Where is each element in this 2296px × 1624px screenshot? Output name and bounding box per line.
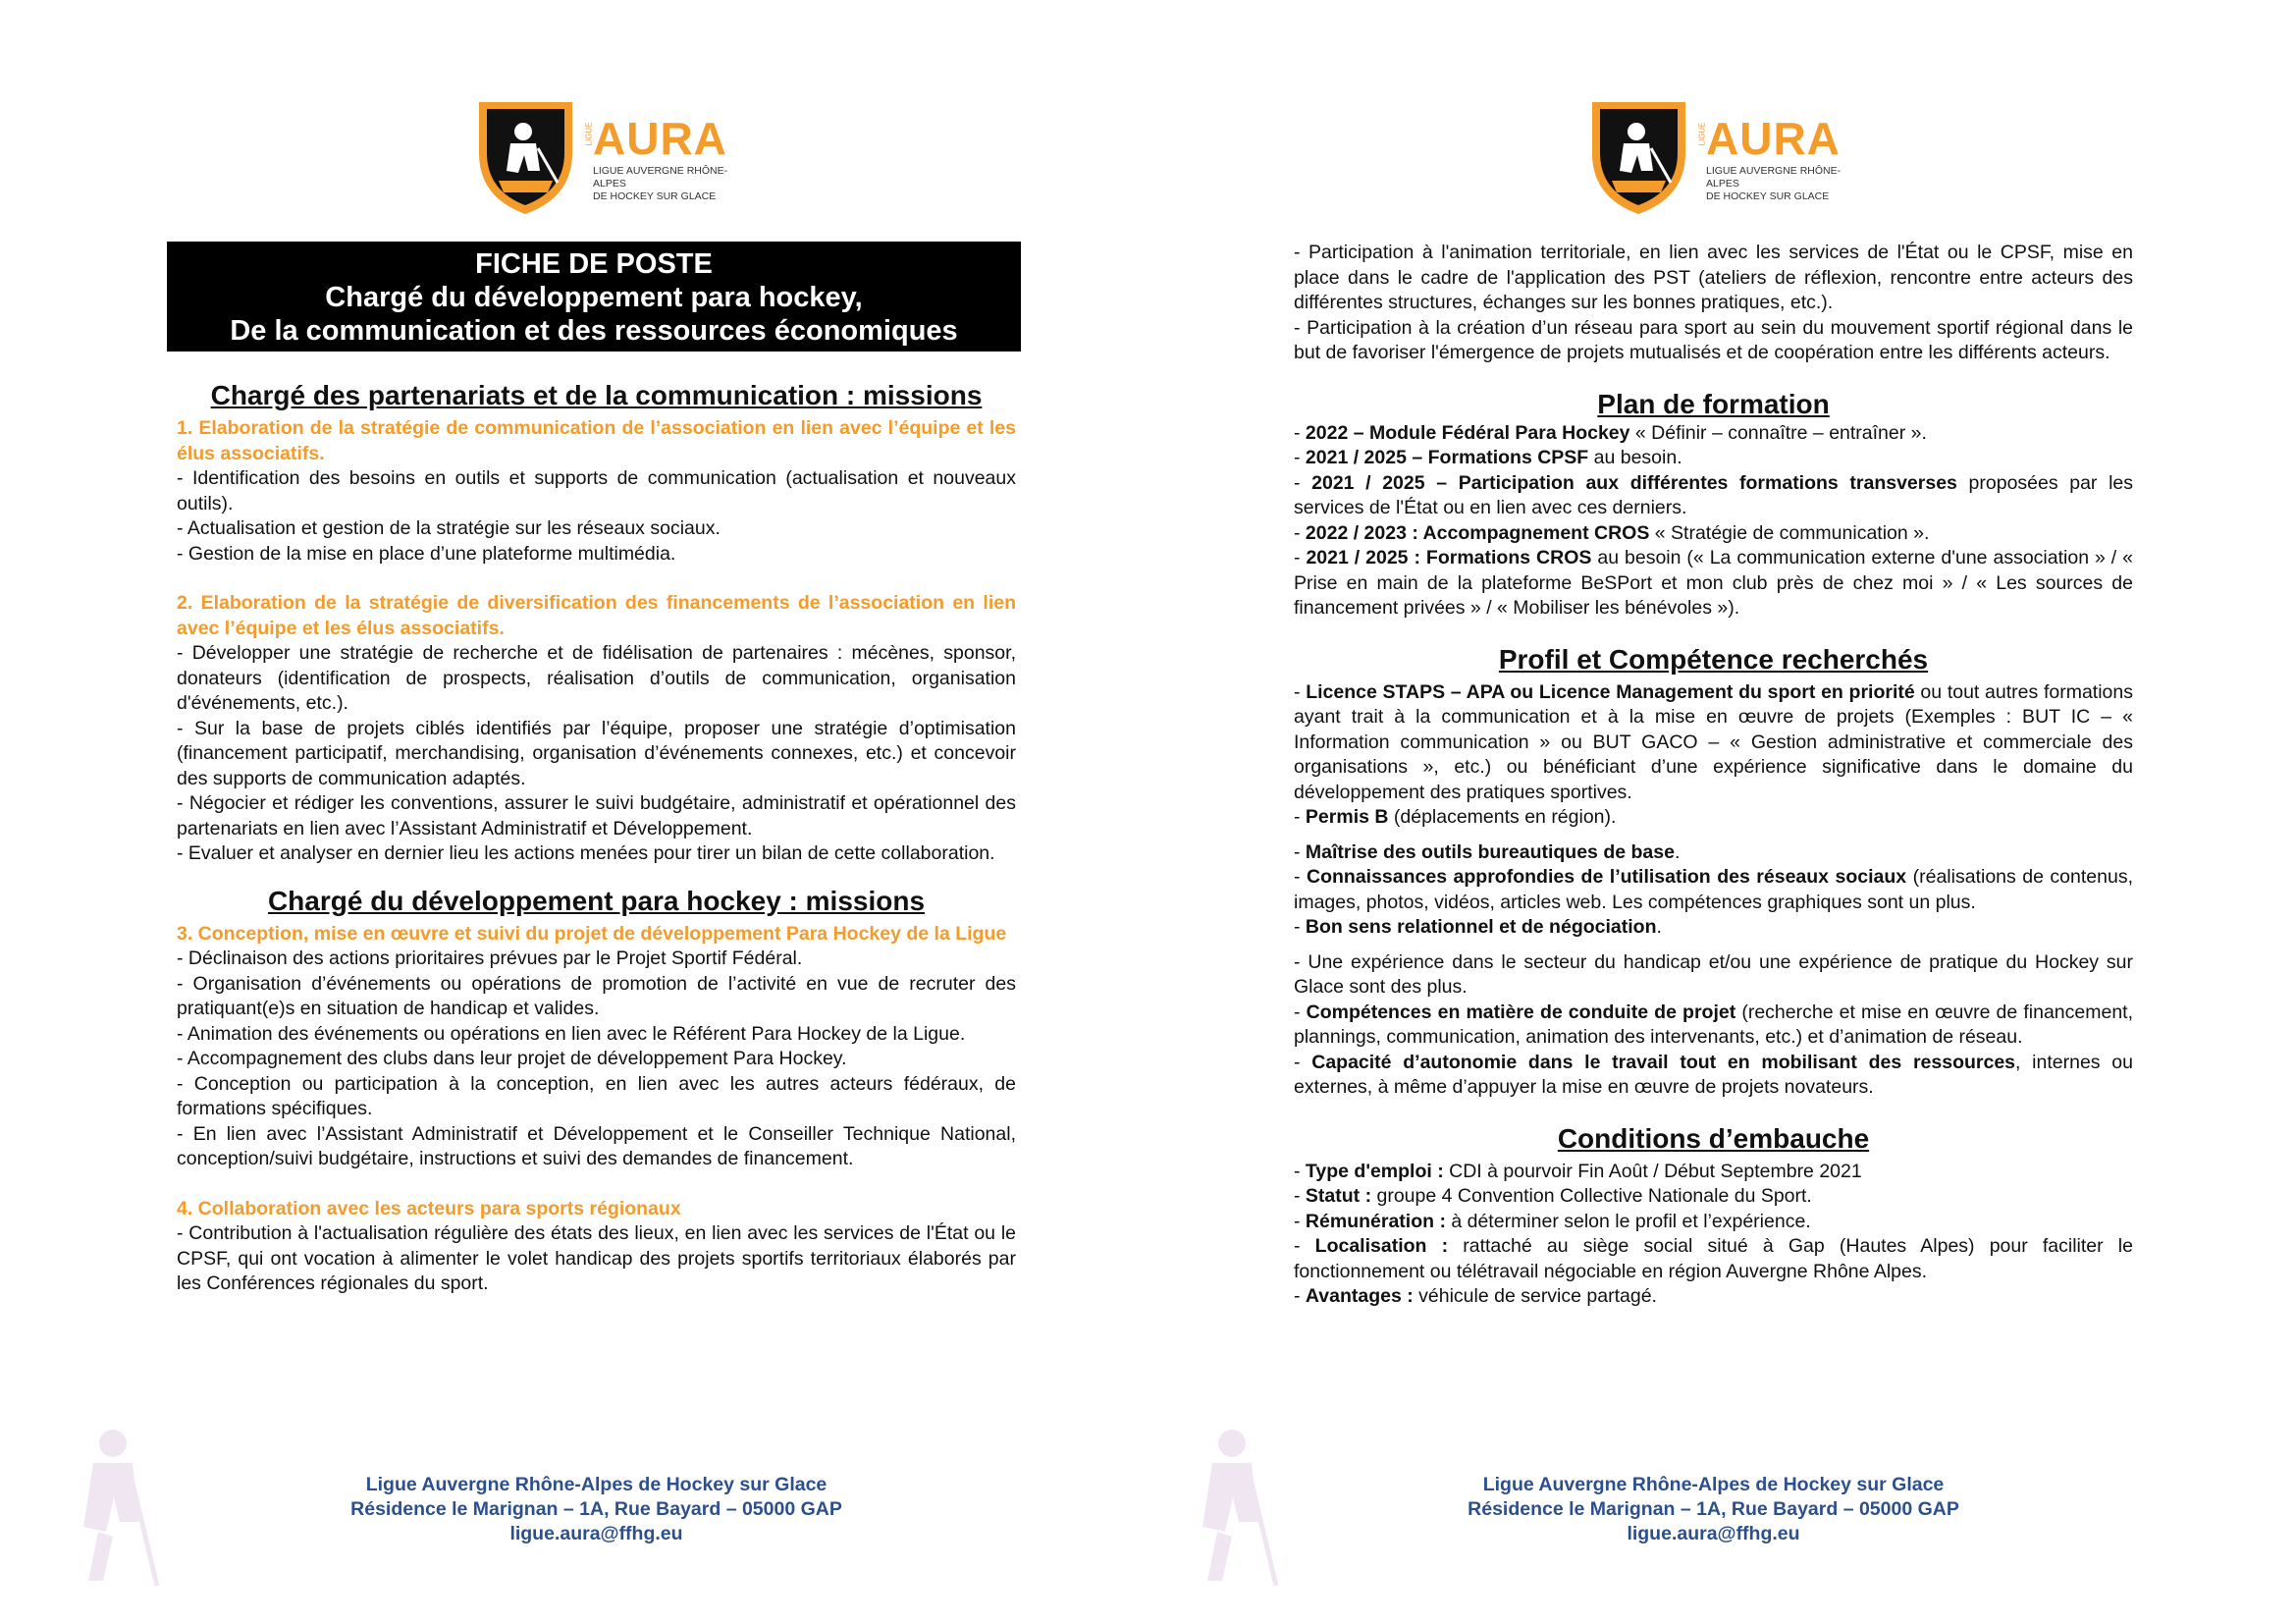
list-item-bold: Capacité d’autonomie dans le travail tout en mobilisant des ressources	[1311, 1051, 2016, 1073]
list-item-text: (déplacements en région).	[1388, 806, 1617, 828]
aura-logo	[469, 94, 728, 222]
bullet-dash: -	[1294, 1185, 1306, 1207]
list-item: - Evaluer et analyser en dernier lieu les actions menées pour tirer un bilan de cette collaboration.	[177, 842, 995, 864]
section-heading-profil: Profil et Compétence recherchés	[1498, 643, 1929, 675]
list-item-text: , internes ou externes, à même d’appuyer la mise en œuvre de projets novateurs.	[1294, 1051, 2133, 1098]
logo-brand: AURA	[1706, 113, 1841, 164]
list-item-text: Une expérience dans le secteur du handicap et/ou une expérience de pratique du Hockey sur Glace sont des plus.	[1294, 950, 2133, 998]
mission-4-list	[177, 1221, 1016, 1297]
bullet-dash: -	[1294, 680, 1307, 703]
list-item: - Participation à la création d’un réseau para sport au sein du mouvement sportif régional dans le but de favoriser l'émergence de projets mutualisés et de coopération entre les différents acteurs.	[1294, 316, 2133, 363]
list-item-bold: Avantages :	[1305, 1285, 1414, 1307]
list-item: - Identification des besoins en outils et supports de communication (actualisation et nouveaux outils).	[177, 467, 1016, 514]
logo-subtitle	[593, 165, 740, 203]
conditions-list	[1294, 1160, 2133, 1310]
bullet-dash: -	[1294, 840, 1306, 863]
list-item-bold: 2022 / 2023 : Accompagnement CROS	[1305, 521, 1650, 544]
list-item	[1294, 865, 2133, 915]
profil-list-c	[1294, 950, 2133, 1101]
list-item-bold: Maîtrise des outils bureautiques de base	[1305, 840, 1675, 863]
list-item-text: à déterminer selon le profil et l’expérience.	[1445, 1210, 1811, 1232]
list-item-text: « Stratégie de communication ».	[1649, 521, 1930, 544]
list-item-text: CDI à pourvoir Fin Août / Début Septembre 2021	[1443, 1160, 1862, 1182]
logo-sub-line2: DE HOCKEY SUR GLACE	[1706, 190, 1830, 202]
title-line1: FICHE DE POSTE	[475, 248, 713, 280]
list-item-bold: Type d'emploi :	[1305, 1160, 1444, 1182]
list-item	[1294, 915, 2133, 941]
list-item-bold: 2021 / 2025 – Participation aux différentes formations transverses	[1311, 471, 1957, 494]
bullet-dash: -	[1294, 950, 1308, 973]
logo-side-text: LIGUE	[1697, 122, 1707, 146]
list-item	[1294, 1001, 2133, 1051]
mission-1-list	[177, 466, 1016, 567]
list-item-text: (recherche et mise en œuvre de financement, plannings, communication, animation des intervenants, etc.) et d’animation de réseau.	[1294, 1001, 2134, 1048]
list-item-text: rattaché au siège social situé à Gap (Hautes Alpes) pour faciliter le fonctionnement ou télétravail négociable en région Auvergne Rhône Alpes.	[1294, 1235, 2133, 1282]
list-item	[1294, 1210, 2133, 1235]
list-item-bold: Rémunération :	[1305, 1210, 1446, 1232]
list-item	[1294, 1284, 2133, 1310]
bullet-dash: -	[1294, 1210, 1306, 1232]
logo-sub-line1: LIGUE AUVERGNE RHÔNE-ALPES	[1706, 165, 1842, 189]
list-item-bold: 2021 / 2025 : Formations CROS	[1306, 547, 1592, 568]
list-item-text: .	[1674, 840, 1681, 863]
list-item	[1294, 1160, 2133, 1185]
list-item-bold: 2021 / 2025 – Formations CPSF	[1305, 447, 1589, 468]
footer-email: ligue.aura@ffhg.eu	[509, 1523, 683, 1544]
mission-3-list	[177, 947, 1016, 1172]
footer-address: Résidence le Marignan – 1A, Rue Bayard – 05000 GAP	[350, 1498, 842, 1520]
list-item-text: proposées par les services de l'État ou en lien avec ces derniers.	[1294, 471, 2133, 518]
logo-sub-line2: DE HOCKEY SUR GLACE	[593, 190, 717, 202]
footer-email: ligue.aura@ffhg.eu	[1627, 1523, 1800, 1544]
list-item-bold: Connaissances approfondies de l’utilisation des réseaux sociaux	[1307, 866, 1907, 888]
bullet-dash: -	[1294, 1285, 1306, 1307]
footer-right	[1294, 1473, 2133, 1546]
left-column	[177, 379, 1016, 1297]
list-item-text: au besoin.	[1588, 447, 1682, 468]
bullet-dash: -	[1294, 447, 1306, 468]
right-column	[1294, 241, 2133, 1310]
list-item: - Déclinaison des actions prioritaires prévues par le Projet Sportif Fédéral.	[177, 947, 803, 969]
list-item-bold: Compétences en matière de conduite de projet	[1306, 1001, 1736, 1023]
list-item-bold: Bon sens relationnel et de négociation	[1305, 916, 1657, 938]
bullet-dash: -	[1294, 916, 1306, 938]
profil-list-b	[1294, 840, 2133, 941]
mission-2-list	[177, 641, 1016, 867]
list-item: - Conception ou participation à la conception, en lien avec les autres acteurs fédéraux, de formations spécifiques.	[177, 1072, 1016, 1119]
list-item	[1294, 471, 2133, 521]
aura-logo	[1582, 94, 1842, 222]
list-item: - Participation à l'animation territoriale, en lien avec les services de l'État ou le CPSF, mise en place dans le cadre de l'application des PST (ateliers de réflexion, rencontre entre acteurs des différentes structures, échanges sur les bonnes pratiques, etc.).	[1294, 242, 2133, 313]
logo-subtitle	[1706, 165, 1853, 203]
list-item-text: véhicule de service partagé.	[1413, 1285, 1657, 1307]
shield-icon	[1582, 94, 1695, 217]
section-heading-conditions: Conditions d’embauche	[1557, 1122, 1870, 1154]
bullet-dash: -	[1294, 806, 1306, 828]
bullet-dash: -	[1294, 471, 1312, 494]
footer-org: Ligue Auvergne Rhône-Alpes de Hockey sur Glace	[365, 1474, 828, 1495]
list-item: - En lien avec l’Assistant Administratif et Développement et le Conseiller Technique National, conception/suivi budgétaire, instructions et suivi des demandes de financement.	[177, 1122, 1016, 1169]
bullet-dash: -	[1294, 866, 1307, 888]
formation-list	[1294, 421, 2133, 622]
bullet-dash: -	[1294, 521, 1306, 544]
logo-brand: AURA	[593, 113, 727, 164]
list-item: - Accompagnement des clubs dans leur projet de développement Para Hockey.	[177, 1048, 847, 1069]
intro-list	[1294, 241, 2133, 366]
list-item: - Actualisation et gestion de la stratégie sur les réseaux sociaux.	[177, 517, 721, 539]
list-item	[1294, 680, 2133, 806]
title-line2: Chargé du développement para hockey,	[325, 282, 863, 313]
bullet-dash: -	[1294, 421, 1306, 444]
list-item	[1294, 950, 2133, 1001]
list-item-text: (réalisations de contenus, images, photos, vidéos, articles web. Les compétences graphiques sont un plus.	[1294, 866, 2133, 913]
list-item	[1294, 421, 2133, 447]
list-item-bold: Localisation :	[1314, 1235, 1449, 1257]
bullet-dash: -	[1294, 1051, 1312, 1073]
section-heading-formation: Plan de formation	[1597, 388, 1830, 419]
section-heading-para-hockey: Chargé du développement para hockey : missions	[267, 885, 926, 916]
mission-3-title: 3. Conception, mise en œuvre et suivi du projet de développement Para Hockey de la Ligue	[177, 922, 1007, 945]
logo-side-text: LIGUE	[584, 122, 594, 146]
list-item: - Organisation d’événements ou opérations de promotion de l’activité en vue de recruter des pratiquant(e)s en situation de handicap et valides.	[177, 972, 1016, 1019]
list-item-text: groupe 4 Convention Collective Nationale du Sport.	[1371, 1185, 1812, 1207]
list-item	[1294, 446, 2133, 471]
bullet-dash: -	[1294, 1001, 1307, 1023]
footer-address: Résidence le Marignan – 1A, Rue Bayard – 05000 GAP	[1468, 1498, 1959, 1520]
footer-left	[177, 1473, 1016, 1546]
mission-4-title: 4. Collaboration avec les acteurs para sports régionaux	[177, 1197, 681, 1219]
list-item-bold: 2022 – Module Fédéral Para Hockey	[1305, 421, 1630, 444]
list-item: - Négocier et rédiger les conventions, assurer le suivi budgétaire, administratif et opérationnel des partenariats en lien avec l’Assistant Administratif et Développement.	[177, 792, 1016, 839]
footer-org: Ligue Auvergne Rhône-Alpes de Hockey sur Glace	[1482, 1474, 1945, 1495]
title-box	[167, 242, 1021, 352]
page-right	[1148, 0, 2296, 1624]
section-heading-partenariats: Chargé des partenariats et de la communication : missions	[210, 380, 983, 410]
hockey-player-watermark-icon	[59, 1424, 167, 1591]
profil-list-a	[1294, 680, 2133, 831]
list-item	[1294, 546, 2133, 622]
mission-1-title: 1. Elaboration de la stratégie de communication de l’association en lien avec l’équipe et les élus associatifs.	[177, 417, 1016, 464]
list-item: - Développer une stratégie de recherche et de fidélisation de partenaires : mécènes, sponsor, donateurs (identification de prospects, réalisation d’outils de communication, organisation d'événements, etc.).	[177, 642, 1016, 714]
list-item-text: ou tout autres formations ayant trait à la communication et à la mise en œuvre de projets (Exemples : BUT IC – « Information communication » ou BUT GACO – « Gestion administrative et commerciale des organisations », etc.) ou bénéficiant d’une expérience significative dans le domaine du développement des pratiques sportives.	[1294, 680, 2133, 803]
list-item	[1294, 1184, 2133, 1210]
list-item-bold: Permis B	[1305, 806, 1389, 828]
list-item-text: au besoin (« La communication externe d'une association » / « Prise en main de la plateforme BeSPort et mon club près de chez moi » / « Les sources de financement privées » / « Mobiliser les bénévoles »).	[1294, 547, 2133, 619]
title-line3: De la communication et des ressources économiques	[230, 315, 958, 347]
list-item-bold: Licence STAPS – APA ou Licence Management du sport en priorité	[1306, 680, 1915, 703]
list-item: - Sur la base de projets ciblés identifiés par l’équipe, proposer une stratégie d’optimisation (financement participatif, merchandising, organisation d’événements connexes, etc.) et concevoir des supports de communication adaptés.	[177, 717, 1016, 789]
list-item: - Contribution à l'actualisation régulière des états des lieux, en lien avec les services de l'État ou le CPSF, qui ont vocation à alimenter le volet handicap des projets sportifs territoriaux élaborés par les Conférences régionales du sport.	[177, 1222, 1016, 1294]
list-item-bold: Statut :	[1305, 1185, 1372, 1207]
bullet-dash: -	[1294, 1160, 1306, 1182]
mission-2-title: 2. Elaboration de la stratégie de diversification des financements de l’association en lien avec l’équipe et les élus associatifs.	[177, 592, 1016, 639]
bullet-dash: -	[1294, 1235, 1315, 1257]
list-item-text: .	[1656, 916, 1662, 938]
hockey-player-watermark-icon	[1178, 1424, 1286, 1591]
bullet-dash: -	[1294, 547, 1307, 568]
list-item	[1294, 1051, 2133, 1101]
list-item	[1294, 805, 2133, 831]
logo-sub-line1: LIGUE AUVERGNE RHÔNE-ALPES	[593, 165, 728, 189]
list-item: - Gestion de la mise en place d’une plateforme multimédia.	[177, 542, 676, 565]
shield-icon	[469, 94, 582, 217]
list-item	[1294, 521, 2133, 547]
list-item	[1294, 840, 2133, 866]
list-item	[1294, 1234, 2133, 1284]
list-item: - Animation des événements ou opérations en lien avec le Référent Para Hockey de la Ligue.	[177, 1022, 966, 1045]
list-item-text: « Définir – connaître – entraîner ».	[1629, 421, 1927, 444]
